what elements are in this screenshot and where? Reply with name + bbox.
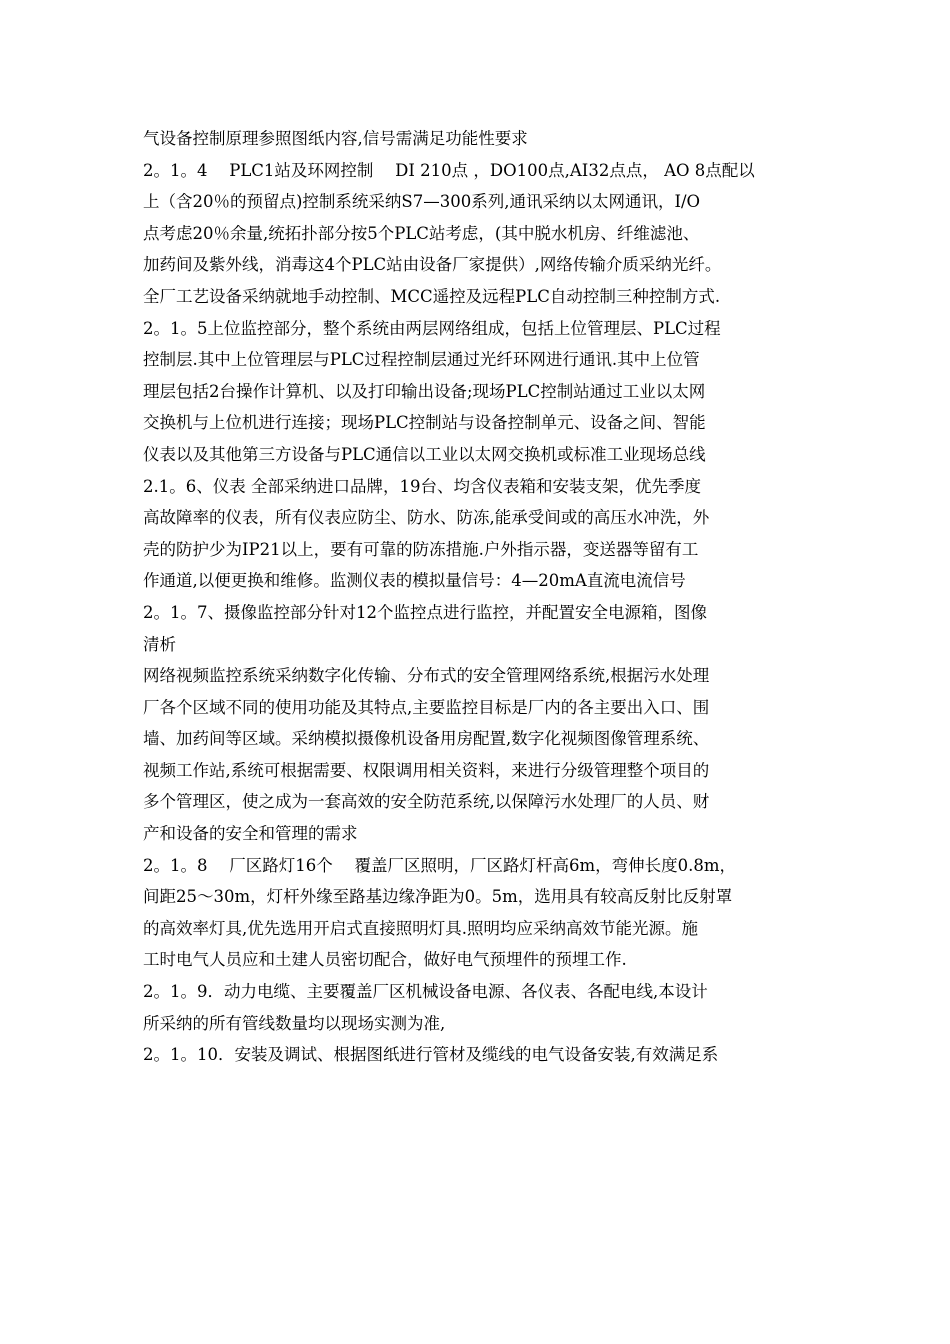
text-line: 高故障率的仪表，所有仪表应防尘、防水、防冻,能承受间或的高压水冲洗，外 xyxy=(143,508,710,528)
text-line: 理层包括2台操作计算机、以及打印输出设备;现场PLC控制站通过工业以太网 xyxy=(143,381,706,401)
text-line: 2。1。8 厂区路灯16个 覆盖厂区照明，厂区路灯杆高6m，弯伸长度0.8m， xyxy=(143,855,737,875)
text-line: 多个管理区，使之成为一套高效的安全防范系统,以保障污水处理厂的人员、财 xyxy=(143,792,710,812)
text-line: 厂各个区域不同的使用功能及其特点,主要监控目标是厂内的各主要出入口、围 xyxy=(143,697,710,717)
text-line: 墙、加药间等区域。采纳模拟摄像机设备用房配置,数字化视频图像管理系统、 xyxy=(143,729,710,749)
text-line: 壳的防护少为IP21以上，要有可靠的防冻措施.户外指示器，变送器等留有工 xyxy=(143,539,699,559)
text-line: 2。1。5上位监控部分，整个系统由两层网络组成，包括上位管理层、PLC过程 xyxy=(143,318,721,338)
text-line: 交换机与上位机进行连接；现场PLC控制站与设备控制单元、设备之间、智能 xyxy=(143,413,706,433)
text-line: 所采纳的所有管线数量均以现场实测为准, xyxy=(143,1013,446,1033)
text-line: 控制层.其中上位管理层与PLC过程控制层通过光纤环网进行通讯.其中上位管 xyxy=(143,350,700,370)
text-line: 全厂工艺设备采纳就地手动控制、MCC遥控及远程PLC自动控制三种控制方式. xyxy=(143,286,721,306)
text-line: 网络视频监控系统采纳数字化传输、分布式的安全管理网络系统,根据污水处理 xyxy=(143,666,710,686)
text-line: 清析 xyxy=(143,634,176,654)
text-line: 2。1。10．安装及调试、根据图纸进行管材及缆线的电气设备安装,有效满足系 xyxy=(143,1045,719,1065)
text-line: 2.1。6、仪表 全部采纳进口品牌，19台、均含仪表箱和安装支架，优先季度 xyxy=(143,476,701,496)
text-line: 加药间及紫外线，消毒这4个PLC站由设备厂家提供）,网络传输介质采纳光纤。 xyxy=(143,255,722,275)
text-line: 2。1。9．动力电缆、主要覆盖厂区机械设备电源、各仪表、各配电线,本设计 xyxy=(143,982,708,1002)
text-line: 的高效率灯具,优先选用开启式直接照明灯具.照明均应采纳高效节能光源。施 xyxy=(143,918,698,938)
text-line: 2。1。4 PLC1站及环网控制 DI 210点 ，DO100点,AI32点点， AO 8点配以 xyxy=(143,160,755,180)
text-line: 气设备控制原理参照图纸内容,信号需满足功能性要求 xyxy=(143,129,528,148)
text-line: 作通道,以便更换和维修。监测仪表的模拟量信号：4—20mA直流电流信号 xyxy=(143,571,686,591)
text-line: 2。1。7、摄像监控部分针对12个监控点进行监控，并配置安全电源箱，图像 xyxy=(143,602,707,622)
text-line: 产和设备的安全和管理的需求 xyxy=(143,824,358,844)
text-line: 上（含20％的预留点)控制系统采纳S7—300系列,通讯采纳以太网通讯，I/O xyxy=(143,192,701,212)
text-line: 视频工作站,系统可根据需要、权限调用相关资料，来进行分级管理整个项目的 xyxy=(143,760,710,780)
text-line: 点考虑20％余量,统拓扑部分按5个PLC站考虑，(其中脱水机房、纤维滤池、 xyxy=(143,223,700,243)
document-body xyxy=(143,123,813,1071)
text-line: 仪表以及其他第三方设备与PLC通信以工业以太网交换机或标准工业现场总线 xyxy=(143,444,706,464)
text-line: 间距25～30m，灯杆外缘至路基边缘净距为0。5m，选用具有较高反射比反射罩 xyxy=(143,887,733,907)
text-line: 工时电气人员应和土建人员密切配合，做好电气预埋件的预埋工作. xyxy=(143,950,627,970)
